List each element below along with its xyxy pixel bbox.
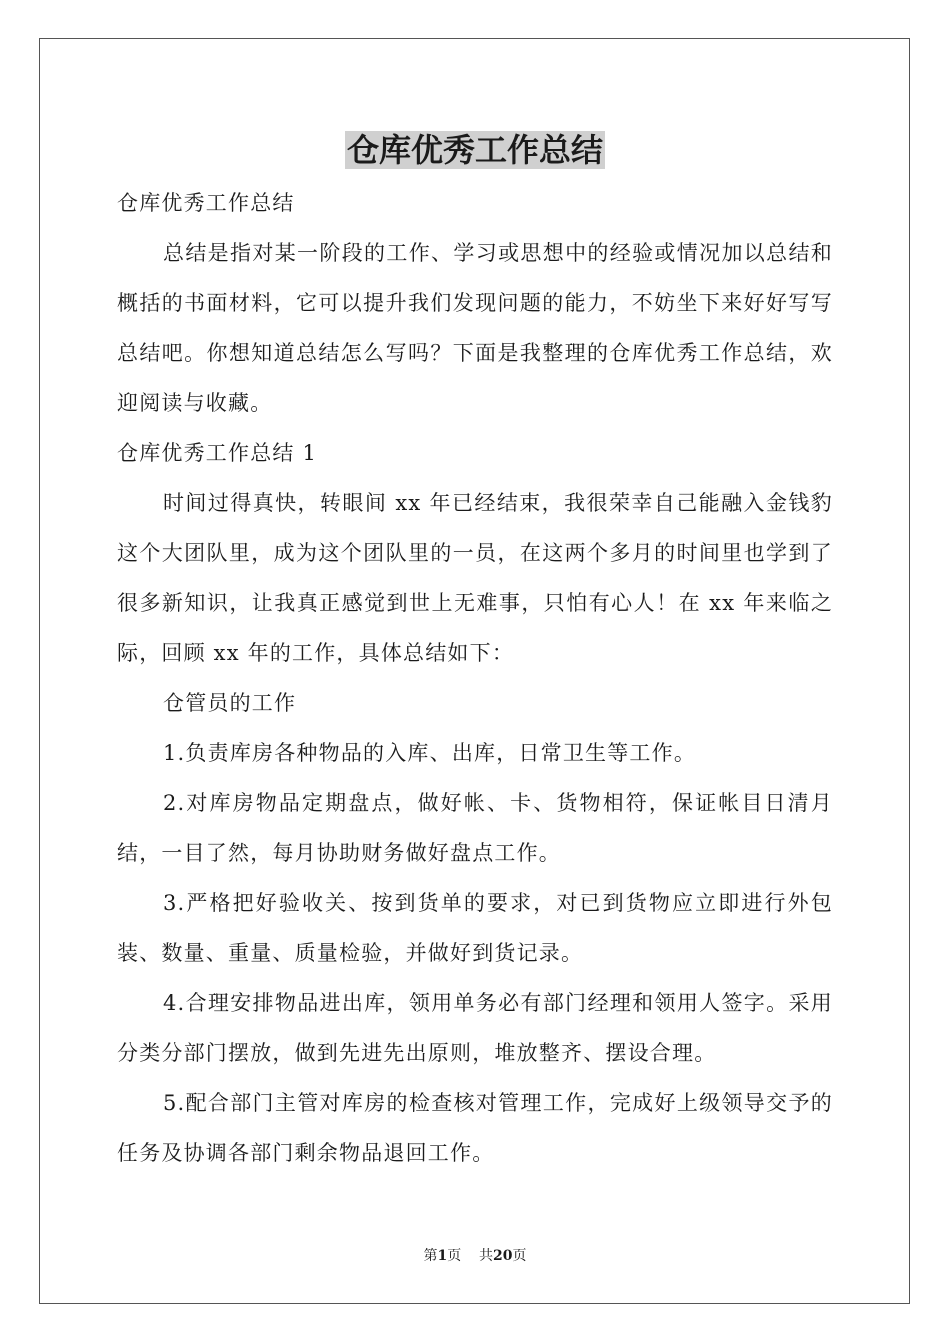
document-title <box>0 130 950 170</box>
footer-page-suffix: 页 <box>447 1248 462 1264</box>
paragraph-intro: 总结是指对某一阶段的工作、学习或思想中的经验或情况加以总结和概括的书面材料，它可以提升我们发现问题的能力，不妨坐下来好好写写总结吧。你想知道总结怎么写吗？下面是我整理的仓库优秀工作总结，欢迎阅读与收藏。 <box>117 241 833 415</box>
page-footer <box>0 1246 950 1266</box>
document-title-text: 仓库优秀工作总结 <box>346 131 603 169</box>
list-item: 2.对库房物品定期盘点，做好帐、卡、货物相符，保证帐目日清月结，一目了然，每月协助财务做好盘点工作。 <box>117 791 833 865</box>
list-item: 1.负责库房各种物品的入库、出库，日常卫生等工作。 <box>163 741 697 765</box>
footer-total-prefix: 共 <box>479 1248 494 1264</box>
footer-total-suffix: 页 <box>512 1248 527 1264</box>
document-body <box>117 178 833 1178</box>
list-item: 4.合理安排物品进出库，领用单务必有部门经理和领用人签字。采用分类分部门摆放，做到先进先出原则，堆放整齐、摆设合理。 <box>117 991 833 1065</box>
section-heading: 仓库优秀工作总结 1 <box>117 441 318 465</box>
list-item: 3.严格把好验收关、按到货单的要求，对已到货物应立即进行外包装、数量、重量、质量检验，并做好到货记录。 <box>117 891 833 965</box>
footer-page-number: 1 <box>437 1248 448 1264</box>
paragraph-heading: 仓库优秀工作总结 <box>117 191 295 215</box>
subsection-heading: 仓管员的工作 <box>163 691 297 715</box>
footer-total-pages: 20 <box>493 1248 513 1264</box>
footer-prefix: 第 <box>423 1248 438 1264</box>
paragraph-body: 时间过得真快，转眼间 xx 年已经结束，我很荣幸自己能融入金钱豹这个大团队里，成为这个团队里的一员，在这两个多月的时间里也学到了很多新知识，让我真正感觉到世上无难事，只怕有心人！在 xx 年来临之际，回顾 xx 年的工作，具体总结如下： <box>117 491 833 665</box>
list-item: 5.配合部门主管对库房的检查核对管理工作，完成好上级领导交予的任务及协调各部门剩余物品退回工作。 <box>117 1091 833 1165</box>
